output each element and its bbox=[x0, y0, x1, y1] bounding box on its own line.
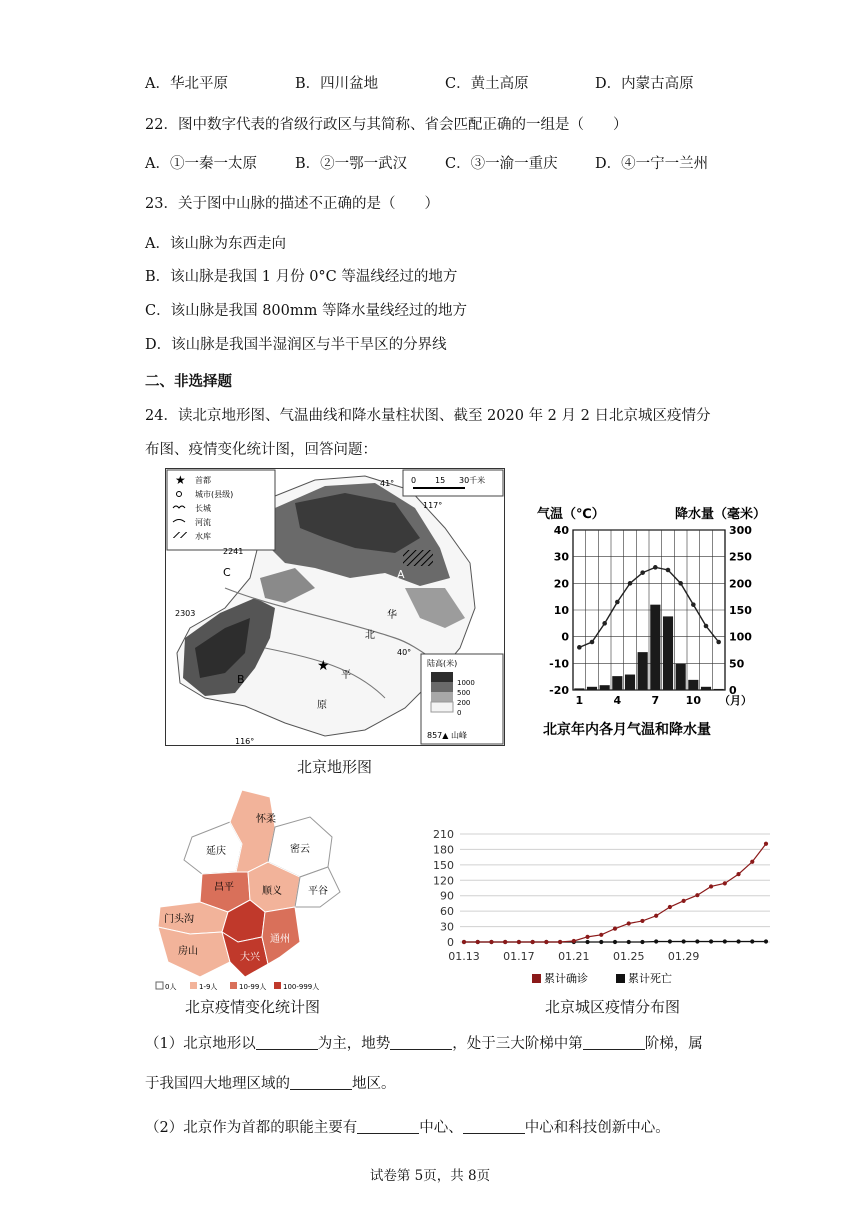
prec-tick-label: 250 bbox=[729, 550, 752, 564]
coord-117: 117° bbox=[423, 501, 443, 510]
answer-blank-3[interactable] bbox=[583, 1035, 645, 1050]
temp-point bbox=[678, 581, 683, 586]
svg-text:★: ★ bbox=[175, 473, 186, 487]
epi-series-point bbox=[640, 940, 644, 944]
epi-series-point bbox=[668, 939, 672, 943]
answer-blank-4[interactable] bbox=[290, 1075, 352, 1090]
epi-series-point bbox=[476, 940, 480, 944]
prec-tick-label: 200 bbox=[729, 577, 752, 591]
epi-series-point bbox=[668, 905, 672, 909]
month-tick-label: 1 bbox=[575, 694, 584, 707]
legend-capital: 首都 bbox=[195, 476, 211, 485]
month-tick-label: 7 bbox=[651, 694, 660, 707]
temp-tick-label: 0 bbox=[561, 630, 569, 644]
coord-116: 116° bbox=[235, 737, 255, 746]
precip-bar bbox=[574, 688, 584, 690]
epi-y-tick-label: 30 bbox=[440, 920, 454, 934]
page-footer: 试卷第 5页，共 8页 bbox=[369, 1168, 491, 1184]
epi-series-point bbox=[531, 940, 535, 944]
climate-chart bbox=[535, 498, 800, 743]
label-miyun: 密云 bbox=[290, 844, 310, 855]
epi-series-point bbox=[627, 940, 631, 944]
temp-tick-label: -20 bbox=[549, 684, 569, 697]
temp-tick-label: 20 bbox=[553, 577, 569, 591]
temp-tick-label: 10 bbox=[553, 604, 569, 617]
epi-series-point bbox=[723, 939, 727, 943]
coord-41: 41° bbox=[380, 479, 395, 488]
epidemic-map-caption: 北京疫情变化统计图 bbox=[185, 998, 321, 1016]
prec-tick-label: 150 bbox=[729, 604, 752, 617]
letter-b: B bbox=[237, 673, 245, 686]
legend-confirmed: 累计确诊 bbox=[544, 972, 588, 985]
answer-blank-6[interactable] bbox=[463, 1119, 525, 1134]
temp-tick-label: -10 bbox=[549, 657, 569, 671]
legend-0: 0人 bbox=[165, 983, 177, 991]
epi-series-point bbox=[613, 940, 617, 944]
epi-series-point bbox=[517, 940, 521, 944]
legend-reservoir: 水库 bbox=[195, 532, 211, 541]
section-heading: 二、非选择题 bbox=[145, 373, 232, 390]
scale-0: 0 bbox=[411, 476, 417, 485]
label-pinggu: 平谷 bbox=[308, 886, 328, 897]
plain-char-2: 北 bbox=[365, 630, 375, 641]
prec-tick-label: 0 bbox=[729, 684, 737, 697]
epi-series-point bbox=[764, 842, 768, 846]
peak-2303: 2303 bbox=[175, 609, 196, 618]
epi-x-tick-label: 01.21 bbox=[558, 950, 590, 963]
epi-series-point bbox=[613, 927, 617, 931]
prec-tick-label: 300 bbox=[729, 524, 752, 537]
label-fangshan: 房山 bbox=[178, 946, 198, 957]
epi-y-tick-label: 210 bbox=[433, 828, 454, 841]
q23-option-a: A．该山脉为东西走向 bbox=[145, 236, 286, 252]
epi-series-point bbox=[709, 884, 713, 888]
answer-blank-5[interactable] bbox=[357, 1119, 419, 1134]
q23-option-c: C．该山脉是我国 800mm 等降水量线经过的地方 bbox=[145, 303, 467, 319]
label-mentougou: 门头沟 bbox=[164, 914, 194, 925]
q22-stem: 22．图中数字代表的省级行政区与其简称、省会匹配正确的一组是（ ） bbox=[145, 117, 628, 133]
label-tongzhou: 通州 bbox=[270, 934, 290, 945]
label-changping: 昌平 bbox=[214, 882, 234, 893]
epi-series-point bbox=[695, 893, 699, 897]
epi-x-tick-label: 01.17 bbox=[503, 950, 535, 963]
elev-1000: 1000 bbox=[457, 679, 475, 687]
legend-confirmed-swatch bbox=[532, 974, 541, 983]
epi-series-point bbox=[640, 919, 644, 923]
precip-bar bbox=[650, 605, 660, 690]
temp-point bbox=[716, 640, 721, 645]
terrain-map bbox=[165, 468, 505, 746]
epi-series-point bbox=[654, 914, 658, 918]
q24-sub2: （2）北京作为首都的职能主要有 中心、 中心和科技创新中心。 bbox=[145, 1120, 670, 1136]
temp-point bbox=[666, 568, 671, 573]
plain-char-4: 原 bbox=[317, 700, 327, 711]
epi-series-point bbox=[627, 921, 631, 925]
temp-point bbox=[691, 602, 696, 607]
peak-2241: 2241 bbox=[223, 547, 244, 556]
letter-c: C bbox=[223, 566, 231, 579]
q23-option-d: D．该山脉是我国半湿润区与半干旱区的分界线 bbox=[145, 337, 447, 353]
q24-stem-line1: 24．读北京地形图、气温曲线和降水量柱状图、截至 2020 年 2 月 2 日北京城区疫情分 bbox=[145, 408, 711, 424]
temp-point bbox=[602, 621, 607, 626]
epi-series-point bbox=[682, 939, 686, 943]
q22-option-c: C．③一渝一重庆 bbox=[445, 156, 558, 172]
epi-y-tick-label: 180 bbox=[433, 843, 454, 857]
epi-series-point bbox=[695, 939, 699, 943]
precip-bar bbox=[663, 616, 673, 690]
epi-series-point bbox=[682, 899, 686, 903]
legend-city: 城市(县级) bbox=[195, 490, 234, 499]
epi-y-tick-label: 0 bbox=[447, 936, 454, 949]
capital-star-icon: ★ bbox=[317, 658, 330, 674]
epi-series-point bbox=[462, 940, 466, 944]
q22-option-d: D．④一宁一兰州 bbox=[595, 156, 709, 172]
answer-blank-1[interactable] bbox=[256, 1035, 318, 1050]
label-daxing: 大兴 bbox=[240, 952, 260, 963]
precip-bar bbox=[625, 675, 635, 690]
q22-option-b: B．②一鄂一武汉 bbox=[295, 156, 408, 172]
epidemic-district-map bbox=[150, 782, 360, 992]
label-shunyi: 顺义 bbox=[262, 886, 282, 897]
precip-bar bbox=[714, 689, 724, 690]
legend-1-9: 1-9人 bbox=[199, 983, 218, 991]
epi-series-point bbox=[709, 939, 713, 943]
letter-a: A bbox=[397, 568, 405, 581]
elev-0: 0 bbox=[457, 709, 462, 717]
scale-30: 30千米 bbox=[459, 476, 486, 485]
epi-series-point bbox=[599, 940, 603, 944]
temp-point bbox=[615, 600, 620, 605]
label-huairou: 怀柔 bbox=[256, 814, 276, 825]
q24-sub1-line2: 于我国四大地理区域的 地区。 bbox=[145, 1076, 396, 1092]
epi-series-point bbox=[489, 940, 493, 944]
epi-x-tick-label: 01.13 bbox=[448, 950, 480, 963]
legend-wall: 长城 bbox=[195, 504, 211, 513]
q21-option-b: B．四川盆地 bbox=[295, 76, 379, 92]
elev-200: 200 bbox=[457, 699, 471, 707]
prec-axis-title: 降水量（毫米） bbox=[675, 507, 767, 522]
precip-bar bbox=[688, 680, 698, 690]
legend-death-swatch bbox=[616, 974, 625, 983]
plain-char-1: 华 bbox=[387, 610, 397, 621]
q22-option-a: A．①一秦一太原 bbox=[145, 156, 257, 172]
epi-series-point bbox=[585, 940, 589, 944]
scale-15: 15 bbox=[435, 476, 446, 485]
epi-series-point bbox=[654, 939, 658, 943]
temp-point bbox=[577, 645, 582, 650]
prec-tick-label: 50 bbox=[729, 657, 745, 671]
precip-bar bbox=[676, 664, 686, 690]
epi-series-point bbox=[736, 872, 740, 876]
month-unit: （月） bbox=[719, 694, 752, 707]
precip-bar bbox=[587, 687, 597, 690]
epi-series-point bbox=[750, 860, 754, 864]
month-tick-label: 10 bbox=[685, 694, 701, 707]
precip-bar bbox=[701, 687, 711, 690]
temp-point bbox=[640, 570, 645, 575]
precip-bar bbox=[638, 652, 648, 690]
epi-series-point bbox=[599, 933, 603, 937]
q21-option-d: D．内蒙古高原 bbox=[595, 76, 694, 92]
epidemic-chart-caption: 北京城区疫情分布图 bbox=[545, 998, 681, 1016]
q21-option-c: C．黄土高原 bbox=[445, 76, 529, 92]
epi-series-point bbox=[723, 881, 727, 885]
q23-stem: 23．关于图中山脉的描述不正确的是（ ） bbox=[145, 196, 439, 212]
precip-bar bbox=[600, 685, 610, 690]
q21-option-a: A．华北平原 bbox=[145, 76, 228, 92]
epi-series-point bbox=[736, 939, 740, 943]
legend-10-99: 10-99人 bbox=[239, 983, 267, 991]
peak-legend: 857▲ 山峰 bbox=[427, 731, 467, 740]
climate-chart-title: 北京年内各月气温和降水量 bbox=[543, 722, 711, 738]
epi-series-point bbox=[750, 939, 754, 943]
answer-blank-2[interactable] bbox=[390, 1035, 452, 1050]
epi-y-tick-label: 150 bbox=[433, 858, 454, 872]
epi-series-point bbox=[503, 940, 507, 944]
epi-y-tick-label: 120 bbox=[433, 874, 454, 888]
temp-tick-label: 40 bbox=[553, 524, 569, 537]
epidemic-line-chart bbox=[420, 822, 780, 994]
temp-point bbox=[590, 640, 595, 645]
prec-tick-label: 100 bbox=[729, 630, 752, 644]
legend-river: 河流 bbox=[195, 518, 211, 527]
epi-series-point bbox=[572, 939, 576, 943]
epi-series-point bbox=[585, 935, 589, 939]
legend-death: 累计死亡 bbox=[628, 972, 672, 985]
legend-100-999: 100-999人 bbox=[283, 983, 320, 991]
temp-point bbox=[628, 581, 633, 586]
elev-500: 500 bbox=[457, 689, 471, 697]
epi-x-tick-label: 01.25 bbox=[612, 950, 645, 963]
coord-40: 40° bbox=[397, 648, 412, 657]
terrain-map-caption: 北京地形图 bbox=[297, 758, 373, 776]
plain-char-3: 平 bbox=[341, 670, 351, 681]
epi-y-tick-label: 90 bbox=[440, 889, 454, 903]
temp-tick-label: 30 bbox=[553, 550, 569, 564]
epi-series-point bbox=[764, 939, 768, 943]
temp-axis-title: 气温（℃） bbox=[537, 507, 605, 522]
epi-y-tick-label: 60 bbox=[440, 905, 454, 919]
elev-title: 陆高(米) bbox=[427, 659, 458, 668]
epi-series-point bbox=[558, 940, 562, 944]
epi-x-tick-label: 01.29 bbox=[667, 950, 700, 963]
temp-point bbox=[704, 624, 709, 629]
temp-point bbox=[653, 565, 658, 570]
month-tick-label: 4 bbox=[613, 694, 622, 707]
label-yanqing: 延庆 bbox=[206, 846, 226, 857]
epi-series-point bbox=[544, 940, 548, 944]
q23-option-b: B．该山脉是我国 1 月份 0°C 等温线经过的地方 bbox=[145, 269, 458, 285]
q24-sub1-line1: （1）北京地形以 为主，地势 ，处于三大阶梯中第 阶梯，属 bbox=[145, 1036, 703, 1052]
q24-stem-line2: 布图、疫情变化统计图，回答问题： bbox=[145, 442, 377, 458]
precip-bar bbox=[612, 676, 622, 690]
